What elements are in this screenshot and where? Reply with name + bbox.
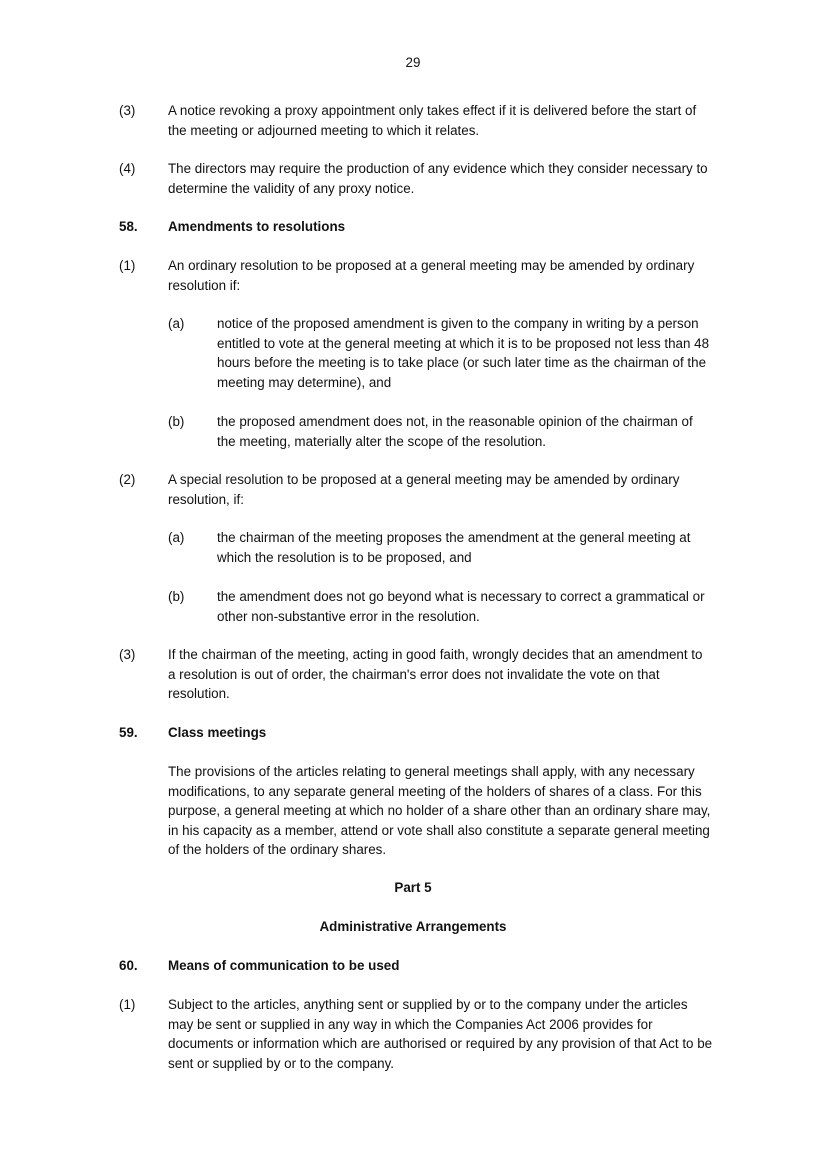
subparagraph-letter: (b) <box>168 589 185 604</box>
page-number: 29 <box>405 55 421 70</box>
article-title: Amendments to resolutions <box>168 219 346 234</box>
paragraph-text: If the chairman of the meeting, acting in good faith, wrongly decides that an amendment to a resolution is out of order, the chairman's error does not invalidate the vote on that resolution. <box>168 647 703 701</box>
paragraph-number: (1) <box>119 997 136 1012</box>
paragraph-4-evidence <box>119 159 719 198</box>
article-number: 60. <box>119 958 138 973</box>
article-58-1-subparagraph-a <box>168 314 718 392</box>
paragraph-number: (1) <box>119 258 136 273</box>
article-60-heading <box>119 956 719 976</box>
article-58-paragraph-2 <box>119 470 719 509</box>
paragraph-3-proxy-revocation <box>119 101 719 140</box>
subparagraph-letter: (b) <box>168 414 185 429</box>
article-title: Means of communication to be used <box>168 958 400 973</box>
article-number: 59. <box>119 725 138 740</box>
article-59-text: The provisions of the articles relating to general meetings shall apply, with any necessary modifications, to any separate general meeting of the holders of shares of a class. For this purpose, a general meeting at which no holder of a share other than an ordinary share may, in his capacity as a member, attend or vote shall also constitute a separate general meeting of the holders of the ordinary shares. <box>168 764 711 857</box>
paragraph-number: (3) <box>119 103 136 118</box>
subparagraph-text: notice of the proposed amendment is given to the company in writing by a person entitled to vote at the general meeting at which it is to be proposed not less than 48 hours before the meeting is to take place (or such later time as the chairman of the meeting may determine), and <box>217 316 710 390</box>
article-58-2-subparagraph-b <box>168 587 718 626</box>
paragraph-number: (2) <box>119 472 136 487</box>
article-title: Class meetings <box>168 725 267 740</box>
paragraph-number: (4) <box>119 161 136 176</box>
subparagraph-letter: (a) <box>168 530 185 545</box>
article-58-1-subparagraph-b <box>168 412 718 451</box>
paragraph-text: The directors may require the production of any evidence which they consider necessary to determine the validity of any proxy notice. <box>168 161 708 196</box>
paragraph-text: Subject to the articles, anything sent or supplied by or to the company under the articles may be sent or supplied in any way in which the Companies Act 2006 provides for documents or information which are authorised or required by any provision of that Act to be sent or supplied by or to the company. <box>168 997 713 1071</box>
paragraph-text: A special resolution to be proposed at a general meeting may be amended by ordinary resolution, if: <box>168 472 680 507</box>
article-58-paragraph-1 <box>119 256 719 295</box>
article-58-2-subparagraph-a <box>168 528 718 567</box>
part-title: Part 5 <box>394 880 432 895</box>
article-58-heading <box>119 217 719 237</box>
article-number: 58. <box>119 219 138 234</box>
subparagraph-text: the proposed amendment does not, in the reasonable opinion of the chairman of the meeting, materially alter the scope of the resolution. <box>217 414 693 449</box>
article-60-paragraph-1 <box>119 995 719 1073</box>
article-58-paragraph-3 <box>119 645 719 704</box>
subparagraph-text: the chairman of the meeting proposes the amendment at the general meeting at which the resolution is to be proposed, and <box>217 530 691 565</box>
paragraph-text: A notice revoking a proxy appointment only takes effect if it is delivered before the start of the meeting or adjourned meeting to which it relates. <box>168 103 697 138</box>
paragraph-number: (3) <box>119 647 136 662</box>
subparagraph-text: the amendment does not go beyond what is necessary to correct a grammatical or other non-substantive error in the resolution. <box>217 589 705 624</box>
paragraph-text: An ordinary resolution to be proposed at a general meeting may be amended by ordinary resolution if: <box>168 258 695 293</box>
part-subtitle: Administrative Arrangements <box>319 919 507 934</box>
subparagraph-letter: (a) <box>168 316 185 331</box>
article-59-heading <box>119 723 719 743</box>
